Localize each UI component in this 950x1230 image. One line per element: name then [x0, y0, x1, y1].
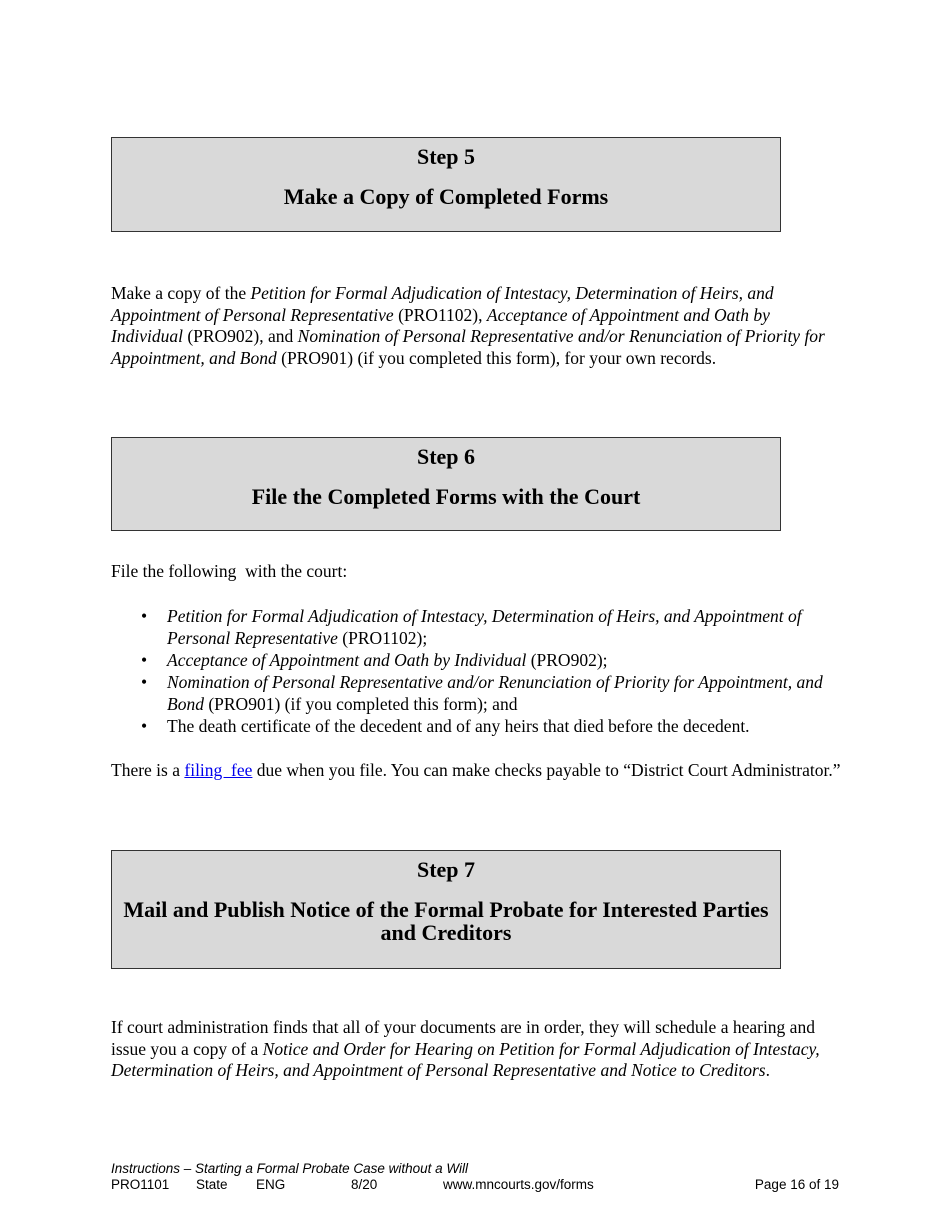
- footer-state: State: [196, 1177, 228, 1192]
- step-6-box: [111, 437, 781, 531]
- step-5-title: Make a Copy of Completed Forms: [283, 184, 609, 209]
- step-5-box: [111, 137, 781, 232]
- filing-fee-paragraph: There is a filing fee due when you file. You can make checks payable to “District Court Administrator.”: [111, 760, 841, 780]
- list-item: • The death certificate of the decedent and of any heirs that died before the decedent.: [141, 716, 750, 736]
- bullet-icon: •: [141, 650, 148, 670]
- filing-fee-link[interactable]: filing fee: [184, 760, 253, 780]
- step-7-box: [111, 850, 781, 969]
- footer-date: 8/20: [351, 1177, 378, 1192]
- step-7-title: Mail and Publish Notice of the Formal Probate for Interested Parties and Creditors: [123, 897, 769, 945]
- bullet-icon: •: [141, 606, 148, 626]
- step-5-number: Step 5: [416, 144, 476, 169]
- footer-page-number: Page 16 of 19: [754, 1177, 839, 1192]
- list-item: • Acceptance of Appointment and Oath by Individual (PRO902);: [141, 650, 608, 670]
- footer-form-code: PRO1101: [111, 1177, 170, 1192]
- page-footer: [111, 1161, 839, 1193]
- list-item: • Nomination of Personal Representative and/or Renunciation of Priority for Appointment, and Bond (PRO901) (if you completed this form); and: [141, 672, 823, 714]
- footer-row: [111, 1177, 839, 1193]
- footer-url: www.mncourts.gov/forms: [443, 1177, 594, 1192]
- step-6-number: Step 6: [416, 444, 476, 469]
- step-5-paragraph: Make a copy of the Petition for Formal Adjudication of Intestacy, Determination of Heirs, and Appointment of Personal Representative (PRO1102), Acceptance of Appointment and Oath by Individual (PRO902), and Nomination of Personal Representative and/or Renunciation of Priority for Appointment, and Bond (PRO901) (if you completed this form), for your own records.: [111, 283, 825, 368]
- bullet-icon: •: [141, 672, 148, 692]
- step-6-title: File the Completed Forms with the Court: [251, 484, 641, 509]
- forms-list: [111, 605, 851, 737]
- step-7-number: Step 7: [416, 857, 476, 882]
- step-7-paragraph: If court administration finds that all of your documents are in order, they will schedule a hearing and issue you a copy of a Notice and Order for Hearing on Petition for Formal Adjudication of Intestacy, Determination of Heirs, and Appointment of Personal Representative and Notice to Creditors.: [111, 1017, 820, 1080]
- file-intro: File the following with the court:: [111, 561, 348, 581]
- footer-language: ENG: [256, 1177, 286, 1192]
- list-item: • Petition for Formal Adjudication of Intestacy, Determination of Heirs, and Appointment of Personal Representative (PRO1102);: [141, 606, 802, 648]
- footer-doc-title: Instructions – Starting a Formal Probate Case without a Will: [111, 1161, 469, 1176]
- bullet-icon: •: [141, 716, 148, 736]
